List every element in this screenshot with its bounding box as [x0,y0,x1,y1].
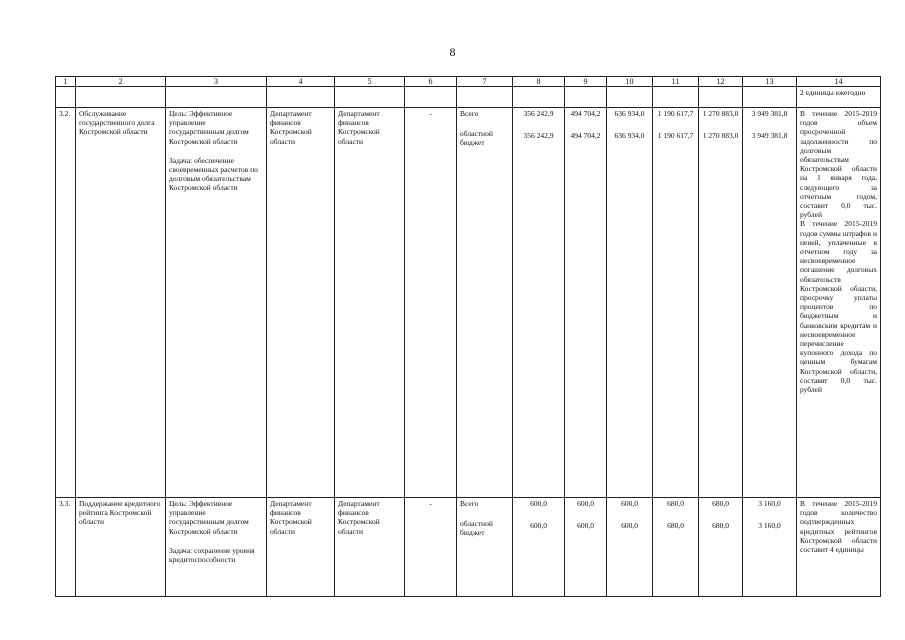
value-total: 600,0 [577,499,594,508]
table-row [56,108,881,498]
value-col8 [513,108,565,498]
goal-text: Цель: Эффективное управление государственным долгом Костромской области [169,499,249,536]
value-col12 [699,108,743,498]
value-col13 [743,498,797,597]
value-budget: 680,0 [712,521,729,531]
header-cell: 5 [335,77,405,87]
value-budget: 494 704,2 [570,131,601,141]
executor: Департамент финансов Костромской области [267,108,335,498]
funding-source [457,108,513,498]
value-col12 [699,498,743,597]
header-cell: 10 [607,77,653,87]
value-total: 680,0 [712,499,729,508]
value-total: 600,0 [530,499,547,508]
row-number: 3.3. [56,498,76,597]
value-budget: 3 160,0 [758,521,781,531]
value-total: 1 270 883,0 [702,109,739,118]
header-cell: 8 [513,77,565,87]
header-cell: 2 [76,77,166,87]
value-total: 600,0 [621,499,638,508]
coexecutor: Департамент финансов Костромской области [335,498,405,597]
continuation-result: 2 единицы ежегодно [797,87,881,108]
value-budget: 600,0 [577,521,594,531]
expected-result [797,498,881,597]
goal-task-cell [166,498,267,597]
col6-value: - [405,108,457,498]
header-cell: 14 [797,77,881,87]
goal-task-cell [166,108,267,498]
value-col10 [607,108,653,498]
value-col9 [565,498,607,597]
value-budget: 600,0 [530,521,547,531]
header-cell: 6 [405,77,457,87]
value-total: 636 934,0 [614,109,645,118]
value-col8 [513,498,565,597]
source-budget: областной бюджет [460,519,493,538]
value-col9 [565,108,607,498]
program-table [55,76,881,597]
activity-name: Обслуживание государственного долга Костромской области [76,108,166,498]
result-text: В течение 2015-2019 годов суммы штрафов и пеней, уплаченные в отчетном году за несвоевременное погашение долговых обязательств Костромской области, просрочку уплаты процентов по бюджетным и банковским кредитам и несвоевременное перечисление купонного дохода по ценным бумагам Костромской области, составят 0,0 тыс. рублей [800,219,877,395]
value-budget: 680,0 [667,521,684,531]
header-cell: 11 [653,77,699,87]
value-total: 3 949 381,8 [751,109,788,118]
value-col10 [607,498,653,597]
value-total: 3 160,0 [758,499,781,508]
expected-result [797,108,881,498]
result-text: В течение 2015-2019 годов количество подтвержденных кредитных рейтингов Костромской области составит 4 единицы [800,499,877,555]
funding-source [457,498,513,597]
result-text: В течение 2015-2019 годов объем просроченной задолженности по долговым обязательствам Костромской области на 1 января года, следующего за отчетным годом, составит 0,0 тыс. рублей [800,109,877,220]
value-budget: 1 190 617,7 [657,131,694,141]
source-total: Всего [460,109,479,118]
header-cell: 9 [565,77,607,87]
value-total: 356 242,9 [523,109,554,118]
task-text: Задача: сохранение уровня кредитоспособности [169,545,255,565]
activity-name: Поддержание кредитного рейтинга Костромской области [76,498,166,597]
value-col11 [653,108,699,498]
header-cell: 13 [743,77,797,87]
row-number: 3.2. [56,108,76,498]
header-cell: 4 [267,77,335,87]
goal-text: Цель: Эффективное управление государственным долгом Костромской области [169,109,249,146]
table-row [56,498,881,597]
value-total: 680,0 [667,499,684,508]
header-cell: 12 [699,77,743,87]
page-number: 8 [449,45,456,59]
value-col13 [743,108,797,498]
value-budget: 356 242,9 [523,131,554,141]
header-cell: 1 [56,77,76,87]
header-cell: 7 [457,77,513,87]
value-budget: 636 934,0 [614,131,645,141]
source-budget: областной бюджет [460,129,493,148]
source-total: Всего [460,499,479,508]
value-total: 494 704,2 [570,109,601,118]
coexecutor: Департамент финансов Костромской области [335,108,405,498]
column-number-header [56,77,881,87]
value-budget: 600,0 [621,521,638,531]
header-cell: 3 [166,77,267,87]
task-text: Задача: обеспечение своевременных расчетов по долговым обязательствам Костромской области [169,155,258,193]
col6-value: - [405,498,457,597]
value-budget: 3 949 381,8 [751,131,788,141]
value-col11 [653,498,699,597]
continuation-row [56,87,881,108]
value-budget: 1 270 883,0 [702,131,739,141]
executor: Департамент финансов Костромской области [267,498,335,597]
value-total: 1 190 617,7 [657,109,694,118]
